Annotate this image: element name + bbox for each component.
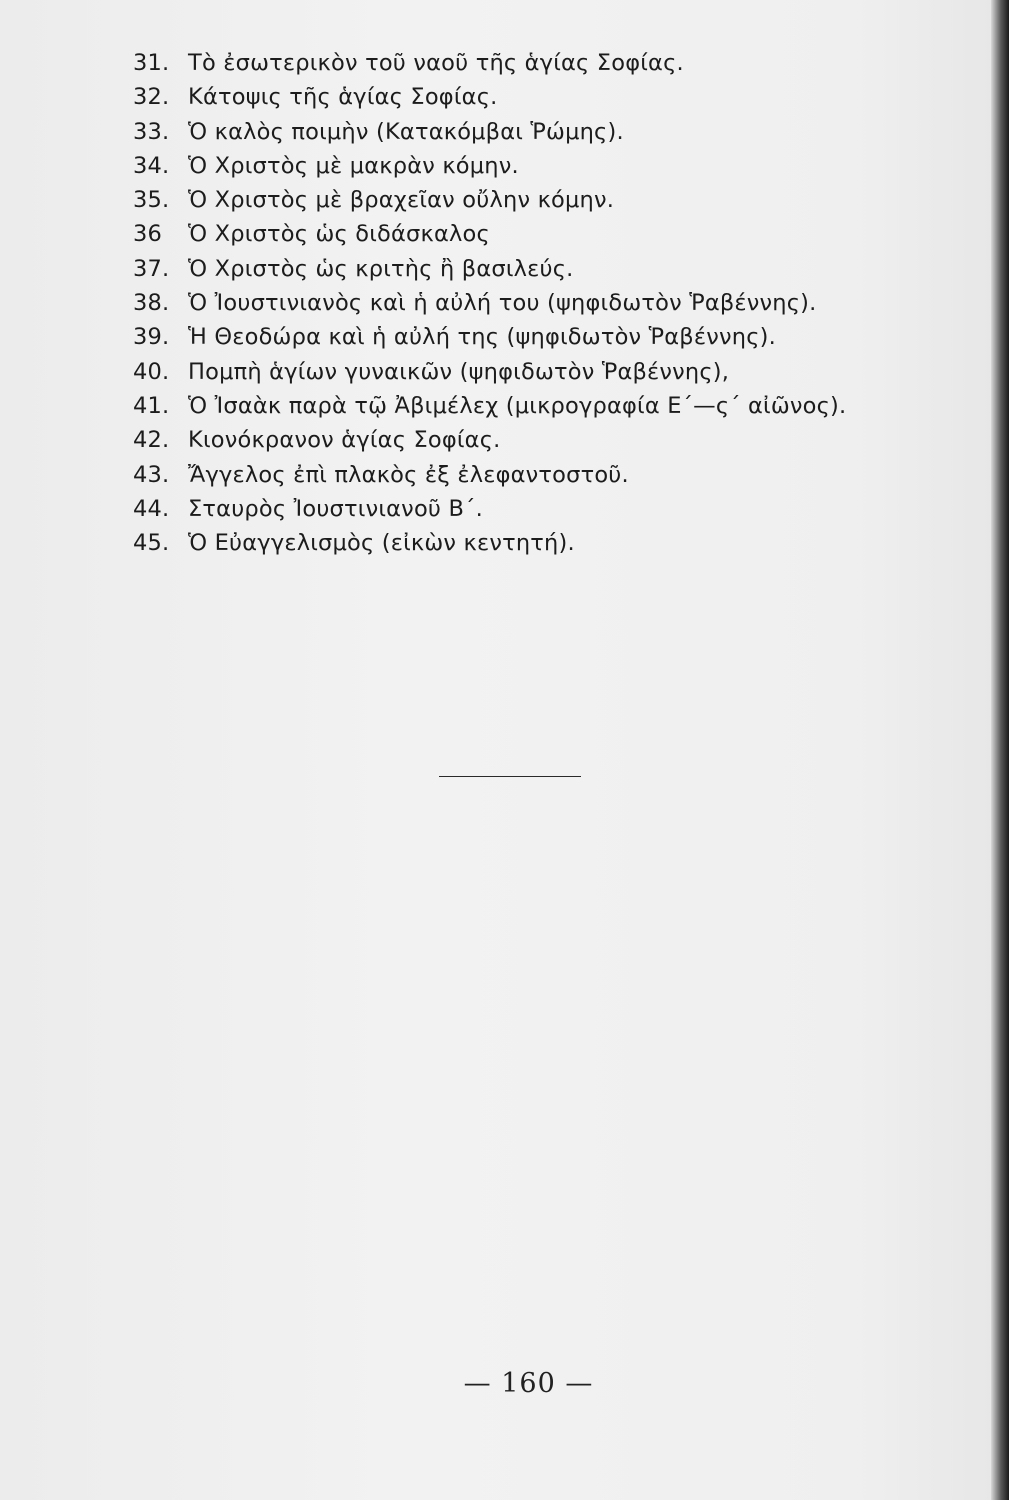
list-item [133, 115, 953, 149]
item-number: 34. [133, 152, 170, 179]
scan-edge-shadow [991, 0, 1009, 1500]
item-title: Ὁ Χριστὸς μὲ βραχεῖαν οὔλην κόμην. [188, 187, 615, 214]
list-item [133, 217, 953, 251]
item-number: 41. [133, 392, 170, 419]
list-item [133, 46, 953, 80]
item-title: Σταυρὸς Ἰουστινιανοῦ Β΄. [188, 495, 483, 522]
item-number: 36 [133, 221, 163, 248]
list-item [133, 183, 953, 217]
list-item [133, 80, 953, 114]
item-title: Κάτοψις τῆς ἁγίας Σοφίας. [188, 84, 498, 111]
list-item [133, 149, 953, 183]
item-title: Ὁ Χριστὸς μὲ μακρὰν κόμην. [188, 152, 519, 179]
list-item [133, 423, 953, 457]
item-title: Ὁ Ἰουστινιανὸς καὶ ἡ αὐλή του (ψηφιδωτὸν Ῥαβέννης). [188, 290, 817, 317]
item-number: 35. [133, 187, 170, 214]
list-item [133, 286, 953, 320]
item-number: 43. [133, 461, 170, 488]
list-item [133, 389, 953, 423]
list-item [133, 492, 953, 526]
item-title: Ὁ Χριστὸς ὡς διδάσκαλος [188, 221, 490, 248]
item-number: 37. [133, 255, 170, 282]
item-title: Ἡ Θεοδώρα καὶ ἡ αὐλή της (ψηφιδωτὸν Ῥαβέννης). [188, 324, 776, 351]
item-number: 31. [133, 50, 170, 76]
item-title: Ὁ Εὐαγγελισμὸς (εἰκὼν κεντητή). [188, 530, 575, 557]
list-item [133, 320, 953, 354]
item-number: 38. [133, 290, 170, 317]
item-title: Πομπὴ ἁγίων γυναικῶν (ψηφιδωτὸν Ῥαβέννης), [188, 358, 730, 385]
item-title: Ὁ Ἰσαὰκ παρὰ τῷ Ἀβιμέλεχ (μικρογραφία Ε΄—ς΄ αἰῶνος). [188, 392, 847, 419]
illustration-list [133, 46, 953, 560]
item-number: 32. [133, 84, 170, 111]
item-number: 44. [133, 495, 170, 522]
item-number: 45. [133, 530, 170, 557]
item-title: Τὸ ἐσωτερικὸν τοῦ ναοῦ τῆς ἁγίας Σοφίας. [188, 50, 684, 76]
list-item [133, 252, 953, 286]
item-number: 39. [133, 324, 170, 351]
section-divider [439, 776, 581, 777]
item-title: Ὁ Χριστὸς ὡς κριτὴς ἢ βασιλεύς. [188, 255, 574, 282]
list-item [133, 458, 953, 492]
item-number: 40. [133, 358, 170, 385]
item-title: Ὁ καλὸς ποιμὴν (Κατακόμβαι Ῥώμης). [188, 118, 624, 145]
list-item [133, 355, 953, 389]
item-title: Κιονόκρανον ἁγίας Σοφίας. [188, 427, 501, 454]
item-number: 42. [133, 427, 170, 454]
list-item [133, 526, 953, 560]
item-number: 33. [133, 118, 170, 145]
page-number: — 160 — [463, 1368, 594, 1399]
item-title: Ἄγγελος ἐπὶ πλακὸς ἐξ ἐλεφαντοστοῦ. [188, 461, 629, 488]
